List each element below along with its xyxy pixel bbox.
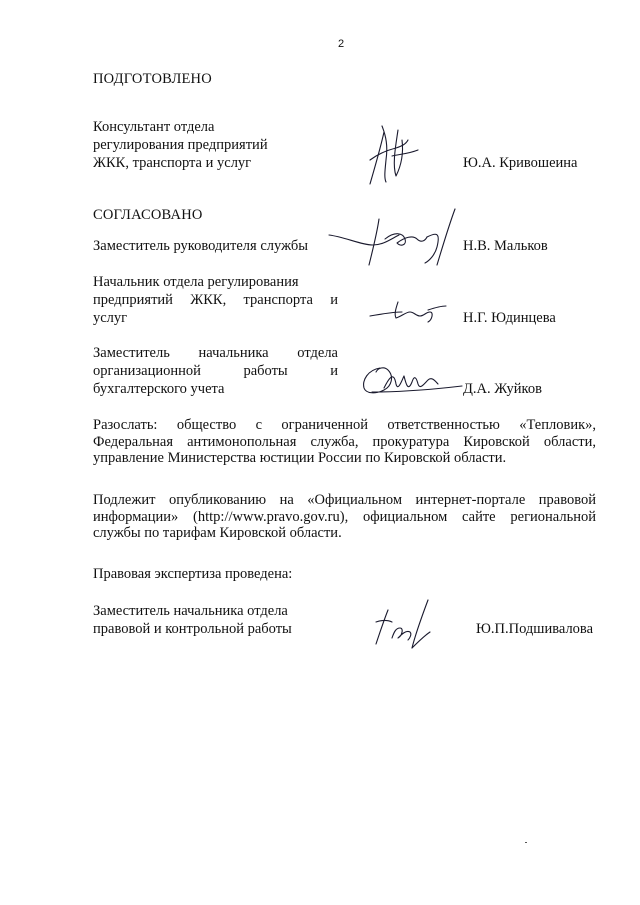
agreed-position-line: Заместитель начальника отдела <box>93 345 338 361</box>
legal-review-position-line: правовой и контрольной работы <box>93 621 292 637</box>
agreed-position-line: бухгалтерского учета <box>93 381 225 397</box>
page-number: 2 <box>338 38 345 50</box>
legal-review-heading: Правовая экспертиза проведена: <box>93 566 293 582</box>
signature-malkov <box>325 205 460 275</box>
prepared-heading: ПОДГОТОВЛЕНО <box>93 71 212 87</box>
agreed-name: Н.Г. Юдинцева <box>463 310 556 326</box>
signature-kryvosheina <box>362 120 422 190</box>
scan-mark <box>525 842 527 843</box>
publication-line: информации» (http://www.pravo.gov.ru), официальном сайте региональной <box>93 508 596 525</box>
agreed-position-line: Начальник отдела регулирования <box>93 274 299 290</box>
agreed-position-line: услуг <box>93 310 128 326</box>
distribution-line: Разослать: общество с ограниченной ответственностью «Тепловик», <box>93 417 596 433</box>
agreed-position-line: организационной работы и <box>93 363 338 379</box>
prepared-position-line: ЖКК, транспорта и услуг <box>93 155 252 171</box>
signature-podshivalova <box>368 598 438 650</box>
publication-line: Подлежит опубликованию на «Официальном интернет-портале правовой <box>93 492 596 508</box>
agreed-heading: СОГЛАСОВАНО <box>93 207 203 223</box>
distribution-paragraph <box>93 417 596 467</box>
agreed-position-line: Заместитель руководителя службы <box>93 238 309 254</box>
prepared-name: Ю.А. Кривошеина <box>463 155 578 171</box>
distribution-line: управление Министерства юстиции России по Кировской области. <box>93 450 507 466</box>
publication-paragraph <box>93 492 596 542</box>
distribution-line: Федеральная антимонопольная служба, прокуратура Кировской области, <box>93 433 596 450</box>
agreed-name: Н.В. Мальков <box>463 238 548 254</box>
signature-zhuykov <box>358 362 468 402</box>
signature-yudintseva <box>368 296 448 326</box>
publication-line: службы по тарифам Кировской области. <box>93 525 342 541</box>
prepared-position-line: регулирования предприятий <box>93 137 268 153</box>
legal-review-position-line: Заместитель начальника отдела <box>93 603 288 619</box>
legal-review-name: Ю.П.Подшивалова <box>476 621 594 637</box>
agreed-name: Д.А. Жуйков <box>463 381 542 397</box>
prepared-position-line: Консультант отдела <box>93 119 215 135</box>
agreed-position-line: предприятий ЖКК, транспорта и <box>93 292 338 308</box>
